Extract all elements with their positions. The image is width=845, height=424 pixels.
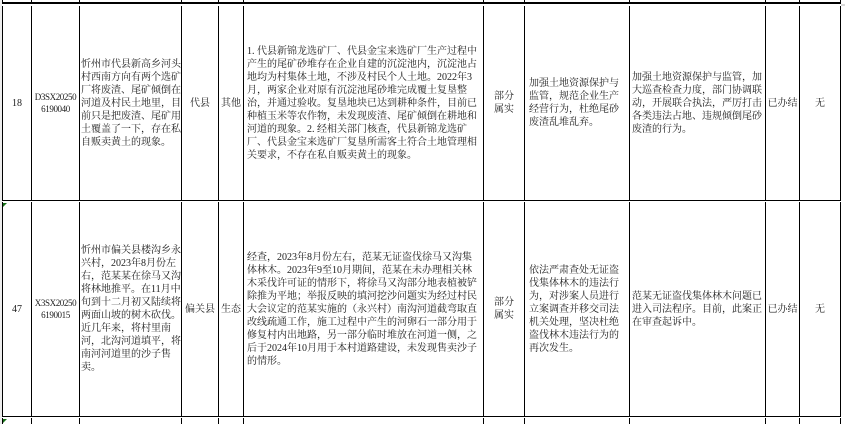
empty-cell [244,0,484,2]
verification-cell[interactable] [244,6,484,200]
description-cell[interactable] [80,202,182,416]
result-label: 部分属实 [494,91,514,115]
category-cell[interactable] [219,202,244,416]
goal-cell[interactable] [525,6,630,200]
empty-cell [3,0,32,2]
empty-cell [800,0,841,2]
result-label: 部分属实 [494,297,514,321]
empty-cell [766,0,800,2]
empty-cell [3,418,32,424]
table-row [2,6,841,201]
empty-cell [80,0,182,2]
measures-cell[interactable] [630,6,766,200]
status-cell[interactable] [766,202,800,416]
empty-cell [182,418,219,424]
case-id: X3SX202506190015 [34,298,77,320]
category-label: 其他 [221,97,241,109]
empty-cell [244,418,484,424]
county-name: 代县 [190,97,210,109]
county-cell[interactable] [182,202,219,416]
verification-cell[interactable] [244,202,484,416]
table-row [2,202,841,417]
frozen-line-extension [841,4,845,6]
partial-row-top [2,0,841,4]
category-cell[interactable] [219,6,244,200]
partial-row-bottom [2,418,841,424]
complaint-description: 忻州市代县新高乡河头村西南方向有两个选矿厂将废渣、尾矿倾倒在河道及村民土地里，目前只是把废渣、尾矿用土覆盖了一下，存在私自贩卖黄土的现象。 [81,58,181,148]
measures-cell[interactable] [630,202,766,416]
seq-number: 18 [12,97,22,109]
empty-cell [219,418,244,424]
empty-cell [766,418,800,424]
category-label: 生态 [221,303,241,315]
empty-cell [630,0,766,2]
empty-cell [800,418,841,424]
rectification-goal: 加强土地资源保护与监管，规范企业生产经营行为，杜绝尾砂废渣乱堆乱弃。 [529,78,619,128]
empty-cell [219,0,244,2]
empty-cell [525,0,630,2]
remark-cell[interactable] [800,202,841,416]
case-id: D3SX202506190040 [34,92,77,114]
empty-cell [525,418,630,424]
result-cell[interactable] [484,202,525,416]
empty-cell [182,0,219,2]
county-name: 偏关县 [185,303,215,315]
seq-number: 47 [12,303,22,315]
remark-cell[interactable] [800,6,841,200]
empty-cell [484,418,525,424]
goal-cell[interactable] [525,202,630,416]
empty-cell [32,0,80,2]
complaint-description: 忻州市偏关县楼沟乡永兴村，2023年8月份左右，范某某在徐马又沟将林地推平。在11月中旬到十二月初又陆续将两面山坡的树木砍伐。近几年来，将村里南河，北沟河道填平，将南河河道里的沙子售卖。 [81,245,181,373]
result-cell[interactable] [484,6,525,200]
seq-cell[interactable] [3,6,32,200]
case-id-cell[interactable] [32,6,80,200]
empty-cell [32,418,80,424]
case-id-cell[interactable] [32,202,80,416]
rectification-goal: 依法严肃查处无证盗伐集体林木的违法行为，对涉案人员进行立案调查并移交司法机关处理，坚决杜绝盗伐林木违法行为的再次发生。 [529,264,619,354]
status-cell[interactable] [766,6,800,200]
empty-cell [484,0,525,2]
status-label: 已办结 [767,97,798,109]
empty-cell [80,418,182,424]
empty-cell [630,418,766,424]
remark-label: 无 [815,303,825,315]
status-label: 已办结 [767,303,798,315]
description-cell[interactable] [80,6,182,200]
remark-label: 无 [815,97,825,109]
county-cell[interactable] [182,6,219,200]
rectification-measures: 范某无证盗伐集体林木问题已进入司法程序。目前，此案正在审查起诉中。 [632,290,762,328]
rectification-measures: 加强土地资源保护与监管，加大巡查检查力度，部门协调联动，开展联合执法，严厉打击各类违法占地、违规倾倒尾砂废渣的行为。 [632,71,762,135]
seq-cell[interactable] [3,202,32,416]
verification-text: 1. 代县新锦龙选矿厂、代县金宝来选矿厂生产过程中产生的尾矿砂堆存在企业自建的沉淀池内，沉淀池占地均为村集体土地，不涉及村民个人土地。2022年3月，两家企业对原有沉淀池尾砂堆完成覆土复垦整治，并通过验收。复垦地块已达到耕种条件，目前已种植玉米等农作物，未发现废渣、尾矿倾倒在耕地和河道的现象。2. 经相关部门核查，代县新锦龙选矿厂、代县金宝来选矿厂复垦所需客土符合土地管理相关要求，不存在私自贩卖黄土的现象。 [247,45,477,161]
verification-text: 经查，2023年8月份左右，范某无证盗伐徐马又沟集体林木。2023年9至10月期间，范某在未办理相关林木采伐许可证的情形下，将徐马又沟部分地表植被铲除推为平地；举报反映的填河挖沙问题实为经过村民大会议定的范某实施的（永兴村）南沟河道截弯取直改线疏通工作，施工过程中产生的河卵石一部分用于修复村内出地路，另一部分临时堆放在河道一侧，之后于2024年10月用于本村道路建设，未发现售卖沙子的情形。 [247,251,477,367]
